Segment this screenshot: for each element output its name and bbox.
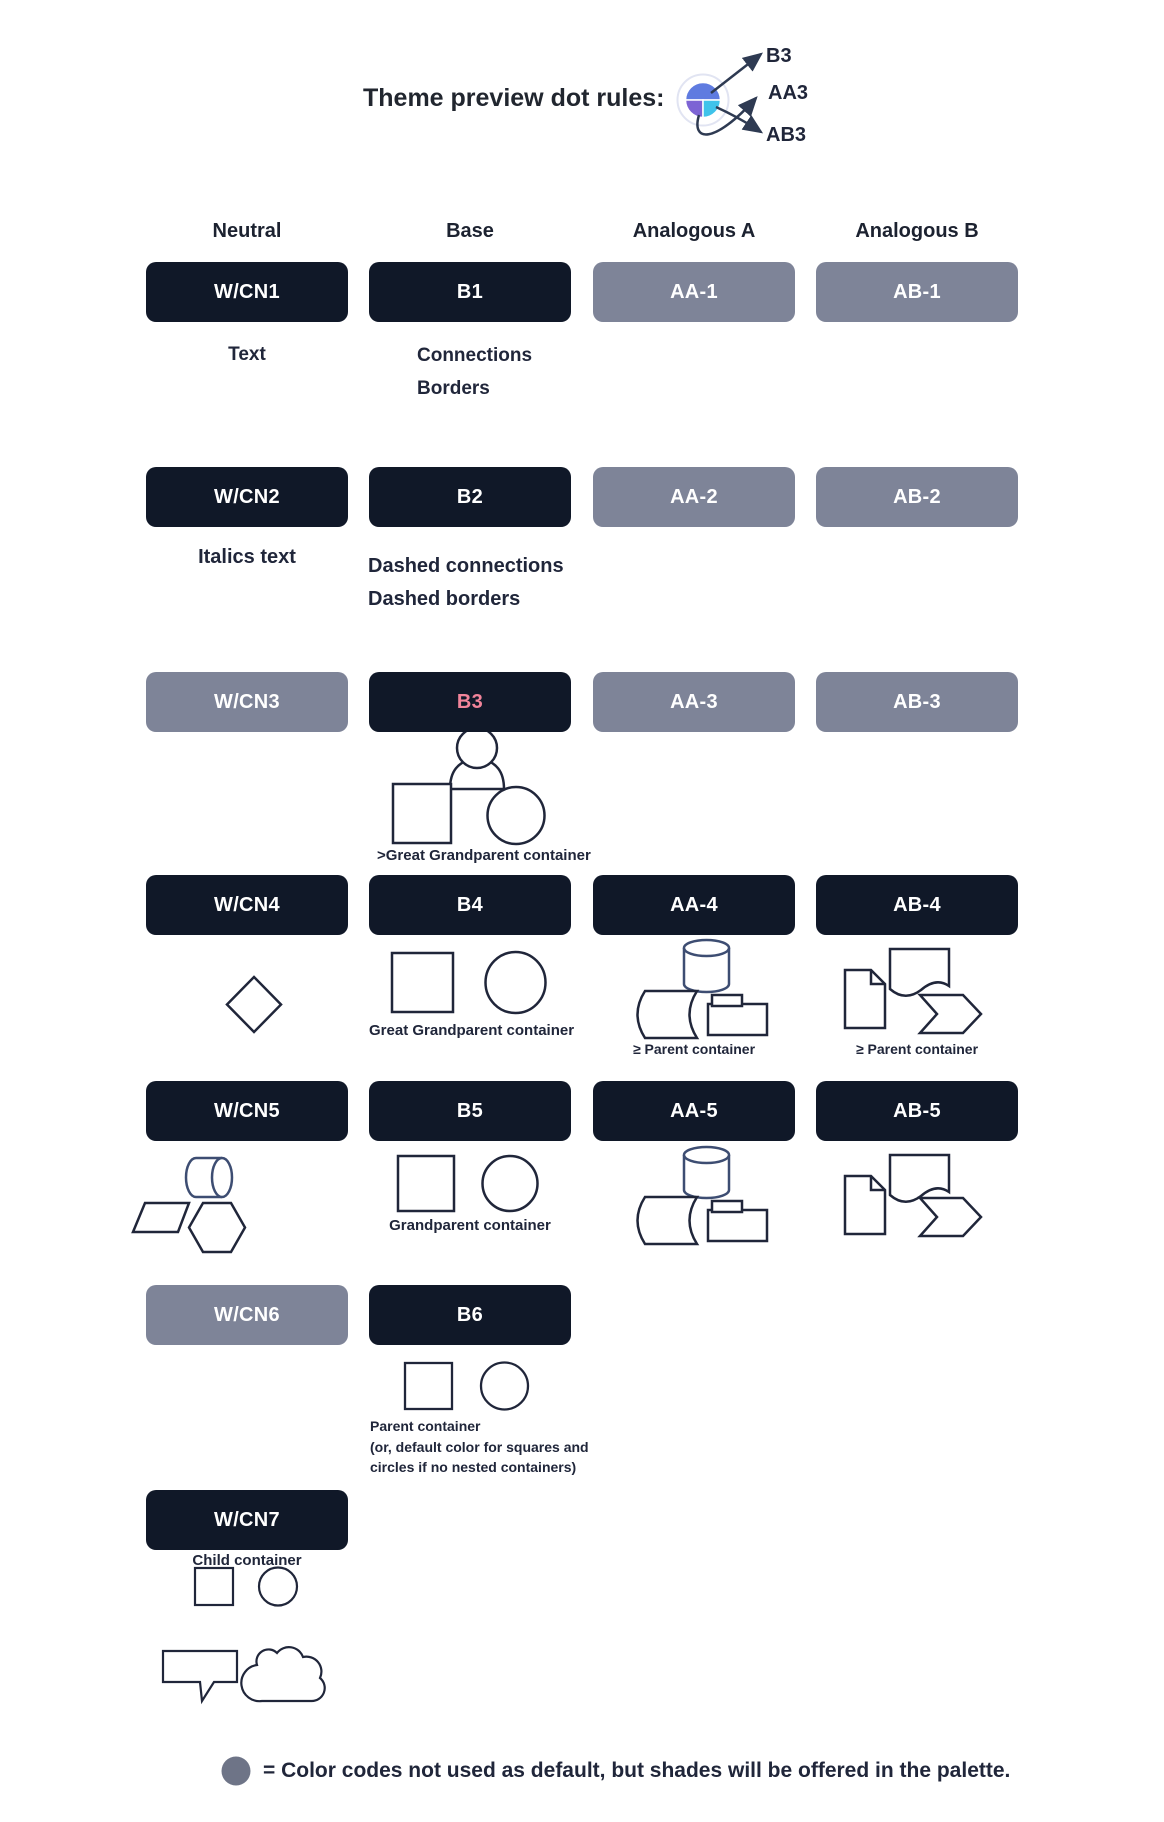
caption-text: Text <box>228 344 266 365</box>
file-shape <box>845 970 885 1028</box>
pill-b6: B6 <box>369 1285 571 1345</box>
aa5-shape-cluster <box>638 1147 768 1244</box>
caption-child: Child container <box>192 1552 302 1569</box>
b3-figure-group <box>393 728 545 844</box>
pill-aa5: AA-5 <box>593 1081 795 1141</box>
circle-shape <box>488 787 545 844</box>
circle-shape <box>259 1568 297 1606</box>
dot-label-aa3: AA3 <box>768 82 809 104</box>
pill-ab2: AB-2 <box>816 467 1018 527</box>
chevron-shape <box>920 1198 981 1236</box>
pill-wcn6: W/CN6 <box>146 1285 348 1345</box>
card-shape <box>708 1004 767 1035</box>
caption-borders: Borders <box>417 378 490 399</box>
document-shape <box>890 1155 949 1202</box>
pill-aa3: AA-3 <box>593 672 795 732</box>
caption-great-grandparent: Great Grandparent container <box>369 1022 575 1039</box>
pill-aa1: AA-1 <box>593 262 795 322</box>
card-tab-shape <box>712 995 742 1006</box>
ab4-shape-cluster <box>845 949 981 1033</box>
caption-dashed-connections: Dashed connections <box>368 555 564 577</box>
caption-gte-parent-aa: ≥ Parent container <box>632 1041 756 1057</box>
pill-ab5: AB-5 <box>816 1081 1018 1141</box>
arrow-to-ab3 <box>716 107 761 132</box>
column-header-analogous-a: Analogous A <box>632 220 756 242</box>
cloud-shape <box>241 1647 324 1701</box>
wcn5-shape-cluster <box>133 1158 245 1252</box>
aa4-shape-cluster <box>638 940 768 1038</box>
cylinder-shape <box>684 948 729 992</box>
diamond-shape <box>227 977 281 1032</box>
circle-shape <box>481 1363 528 1410</box>
cylinder-top <box>684 940 729 956</box>
file-shape <box>845 1176 885 1234</box>
dot-outer-ring <box>678 75 729 126</box>
file-fold <box>871 970 885 984</box>
pill-wcn1: W/CN1 <box>146 262 348 322</box>
caption-parent-note-2: circles if no nested containers) <box>370 1459 577 1475</box>
cylinder-shape <box>684 1155 729 1198</box>
caption-gte-parent-ab: ≥ Parent container <box>855 1041 979 1057</box>
speech-bubble-shape <box>163 1651 237 1701</box>
pill-ab1: AB-1 <box>816 262 1018 322</box>
pill-aa2: AA-2 <box>593 467 795 527</box>
legend-text: = Color codes not used as default, but shades will be offered in the palette. <box>263 1759 1011 1782</box>
caption-parent: Parent container <box>370 1418 481 1434</box>
card-shape <box>708 1210 767 1241</box>
legend-dot-icon <box>222 1757 251 1786</box>
document-shape <box>890 949 949 996</box>
stored-data-shape <box>638 991 698 1038</box>
person-body-icon <box>450 759 504 789</box>
caption-grandparent: Grandparent container <box>389 1217 551 1234</box>
circle-shape <box>483 1156 538 1211</box>
caption-connections: Connections <box>417 345 533 366</box>
card-tab-shape <box>712 1201 742 1212</box>
dot-bottom-right-quadrant <box>703 100 721 118</box>
arrow-to-aa3 <box>697 98 756 135</box>
pill-wcn5: W/CN5 <box>146 1081 348 1141</box>
dot-bottom-left-quadrant <box>686 100 704 118</box>
pill-b2: B2 <box>369 467 571 527</box>
horizontal-cylinder-shape <box>186 1158 222 1197</box>
dot-label-b3: B3 <box>766 45 792 67</box>
page-title: Theme preview dot rules: <box>363 84 665 112</box>
dot-top-half <box>686 83 721 101</box>
pill-ab3: AB-3 <box>816 672 1018 732</box>
pill-ab4: AB-4 <box>816 875 1018 935</box>
hexagon-shape <box>189 1203 245 1252</box>
dot-label-ab3: AB3 <box>766 124 807 146</box>
column-header-analogous-b: Analogous B <box>855 220 979 242</box>
theme-preview-dot-icon <box>678 75 729 126</box>
square-shape <box>393 784 451 843</box>
pill-b1: B1 <box>369 262 571 322</box>
stored-data-shape <box>638 1197 698 1244</box>
square-shape <box>398 1156 454 1211</box>
person-head-icon <box>457 728 497 768</box>
square-shape <box>392 953 453 1012</box>
column-header-neutral: Neutral <box>212 220 282 242</box>
parallelogram-shape <box>133 1203 189 1232</box>
caption-italics-text: Italics text <box>198 546 296 568</box>
chevron-shape <box>920 995 981 1033</box>
column-header-base: Base <box>446 220 494 242</box>
pill-b3: B3 <box>369 672 571 732</box>
pill-aa4: AA-4 <box>593 875 795 935</box>
pill-wcn7: W/CN7 <box>146 1490 348 1550</box>
horizontal-cylinder-end <box>212 1158 232 1197</box>
ab5-shape-cluster <box>845 1155 981 1236</box>
pill-b5: B5 <box>369 1081 571 1141</box>
file-fold <box>871 1176 885 1190</box>
square-shape <box>195 1568 233 1605</box>
cylinder-top <box>684 1147 729 1163</box>
circle-shape <box>486 952 546 1013</box>
caption-dashed-borders: Dashed borders <box>368 588 521 610</box>
arrow-to-b3 <box>711 54 761 93</box>
pill-wcn3: W/CN3 <box>146 672 348 732</box>
square-shape <box>405 1363 452 1409</box>
pill-wcn4: W/CN4 <box>146 875 348 935</box>
caption-gt-great-grandparent: >Great Grandparent container <box>377 847 591 864</box>
caption-parent-note-1: (or, default color for squares and <box>370 1439 589 1455</box>
pill-b4: B4 <box>369 875 571 935</box>
pill-wcn2: W/CN2 <box>146 467 348 527</box>
